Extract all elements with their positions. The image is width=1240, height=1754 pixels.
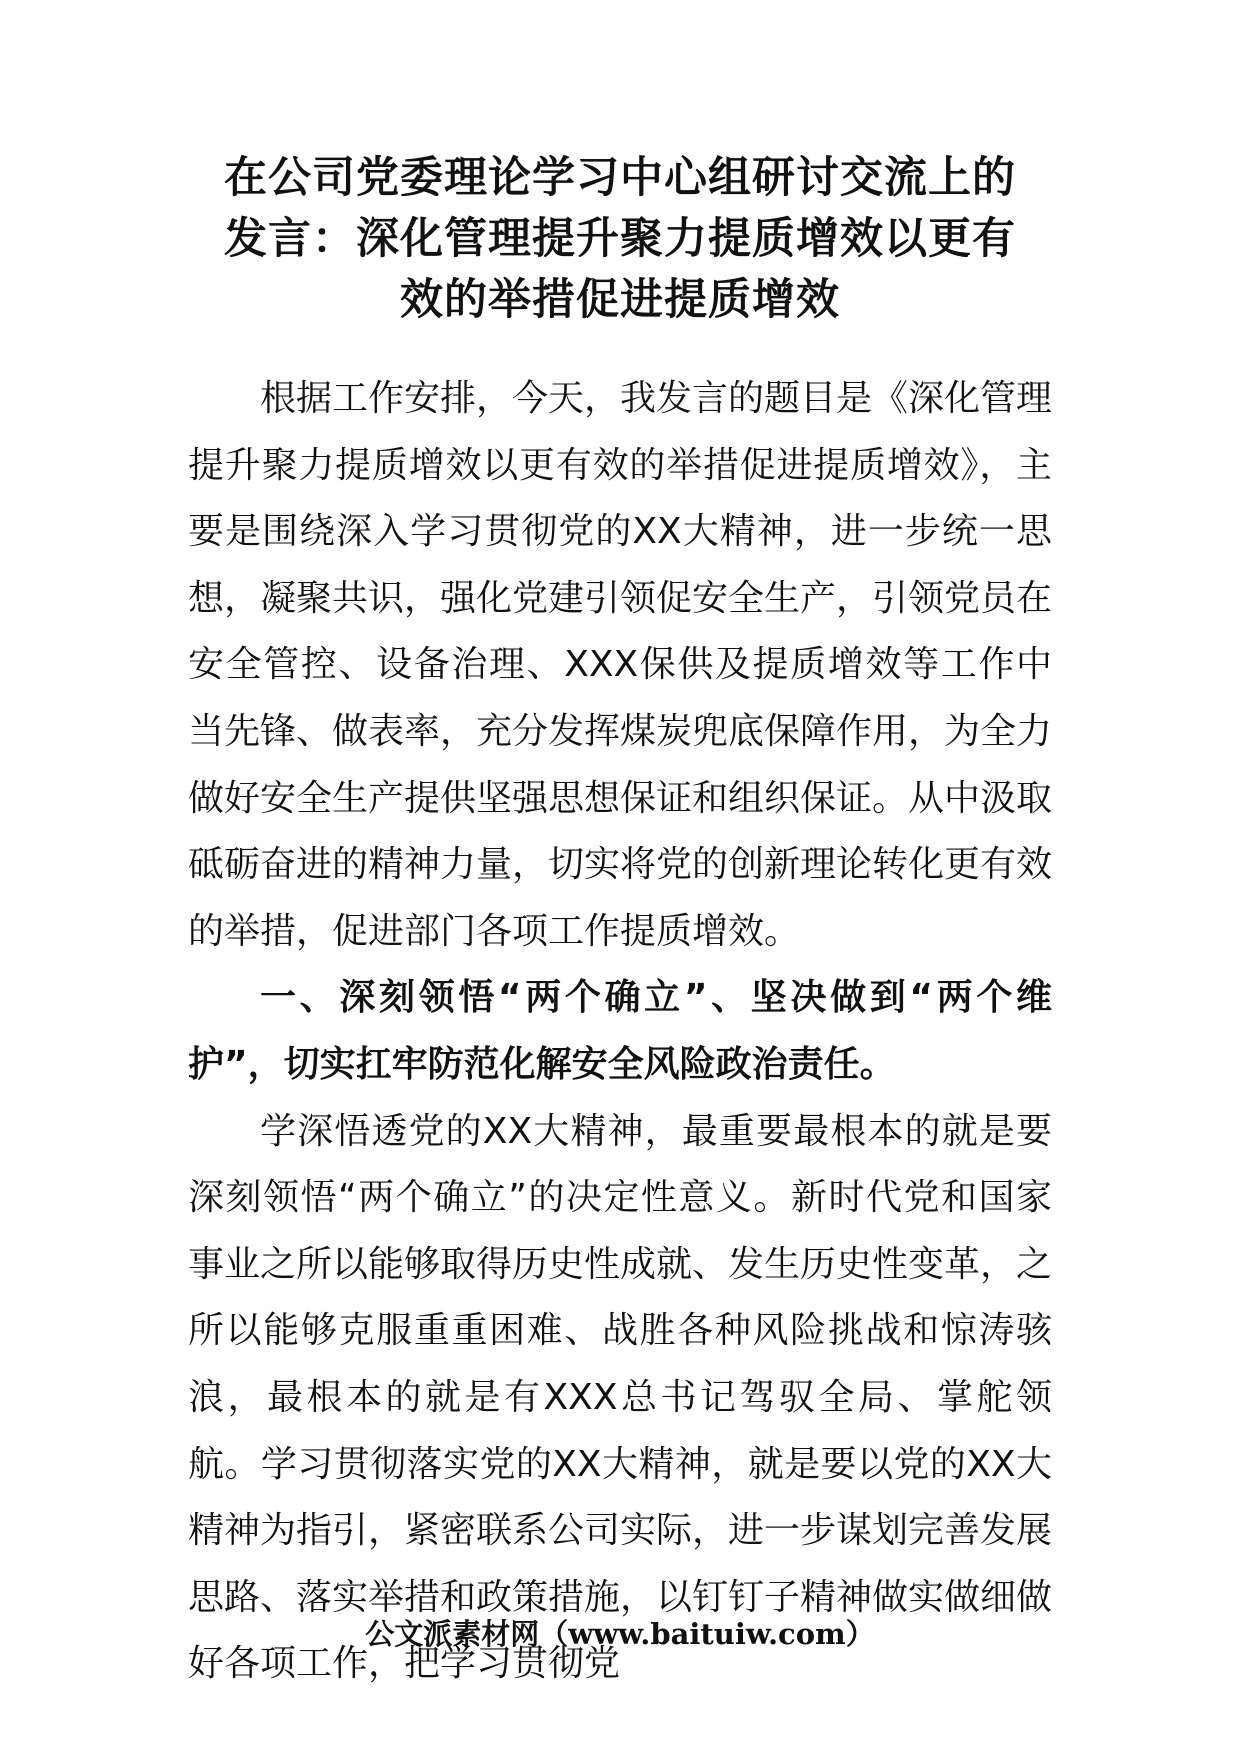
title-line-1: 在公司党委理论学习中心组研讨交流上的 [224,153,1016,203]
title-line-3: 效的举措促进提质增效 [400,275,840,325]
document-title [186,148,1054,331]
intro-paragraph: 根据工作安排，今天，我发言的题目是《深化管理提升聚力提质增效以更有效的举措促进提质增效》，主要是围绕深入学习贯彻党的XX大精神，进一步统一思想，凝聚共识，强化党建引领促安全生产，引领党员在安全管控、设备治理、XXX保供及提质增效等工作中当先锋、做表率，充分发挥煤炭兜底保障作用，为全力做好安全生产提供坚强思想保证和组织保证。从中汲取砥砺奋进的精神力量，切实将党的创新理论转化更有效的举措，促进部门各项工作提质增效。 [188,378,1053,952]
section-paragraph-1: 学深悟透党的XX大精神，最重要最根本的就是要深刻领悟“两个确立”的决定性意义。新时代党和国家事业之所以能够取得历史性成就、发生历史性变革，之所以能够克服重重困难、战胜各种风险挑战和惊涛骇浪，最根本的就是有XXX总书记驾驭全局、掌舵领航。学习贯彻落实党的XX大精神，就是要以党的XX大精神为指引，紧密联系公司实际，进一步谋划完善发展思路、落实举措和政策措施，以钉钉子精神做实做细做好各项工作，把学习贯彻党 [188,1110,1053,1685]
document-body [188,366,1052,1698]
title-line-2: 发言：深化管理提升聚力提质增效以更有 [224,214,1016,264]
section-heading-1: 一、深刻领悟“两个确立”、坚决做到“两个维护”，切实扛牢防范化解安全风险政治责任。 [188,977,1052,1085]
footer-watermark: 公文派素材网（www.baituiw.com） [365,1617,875,1651]
